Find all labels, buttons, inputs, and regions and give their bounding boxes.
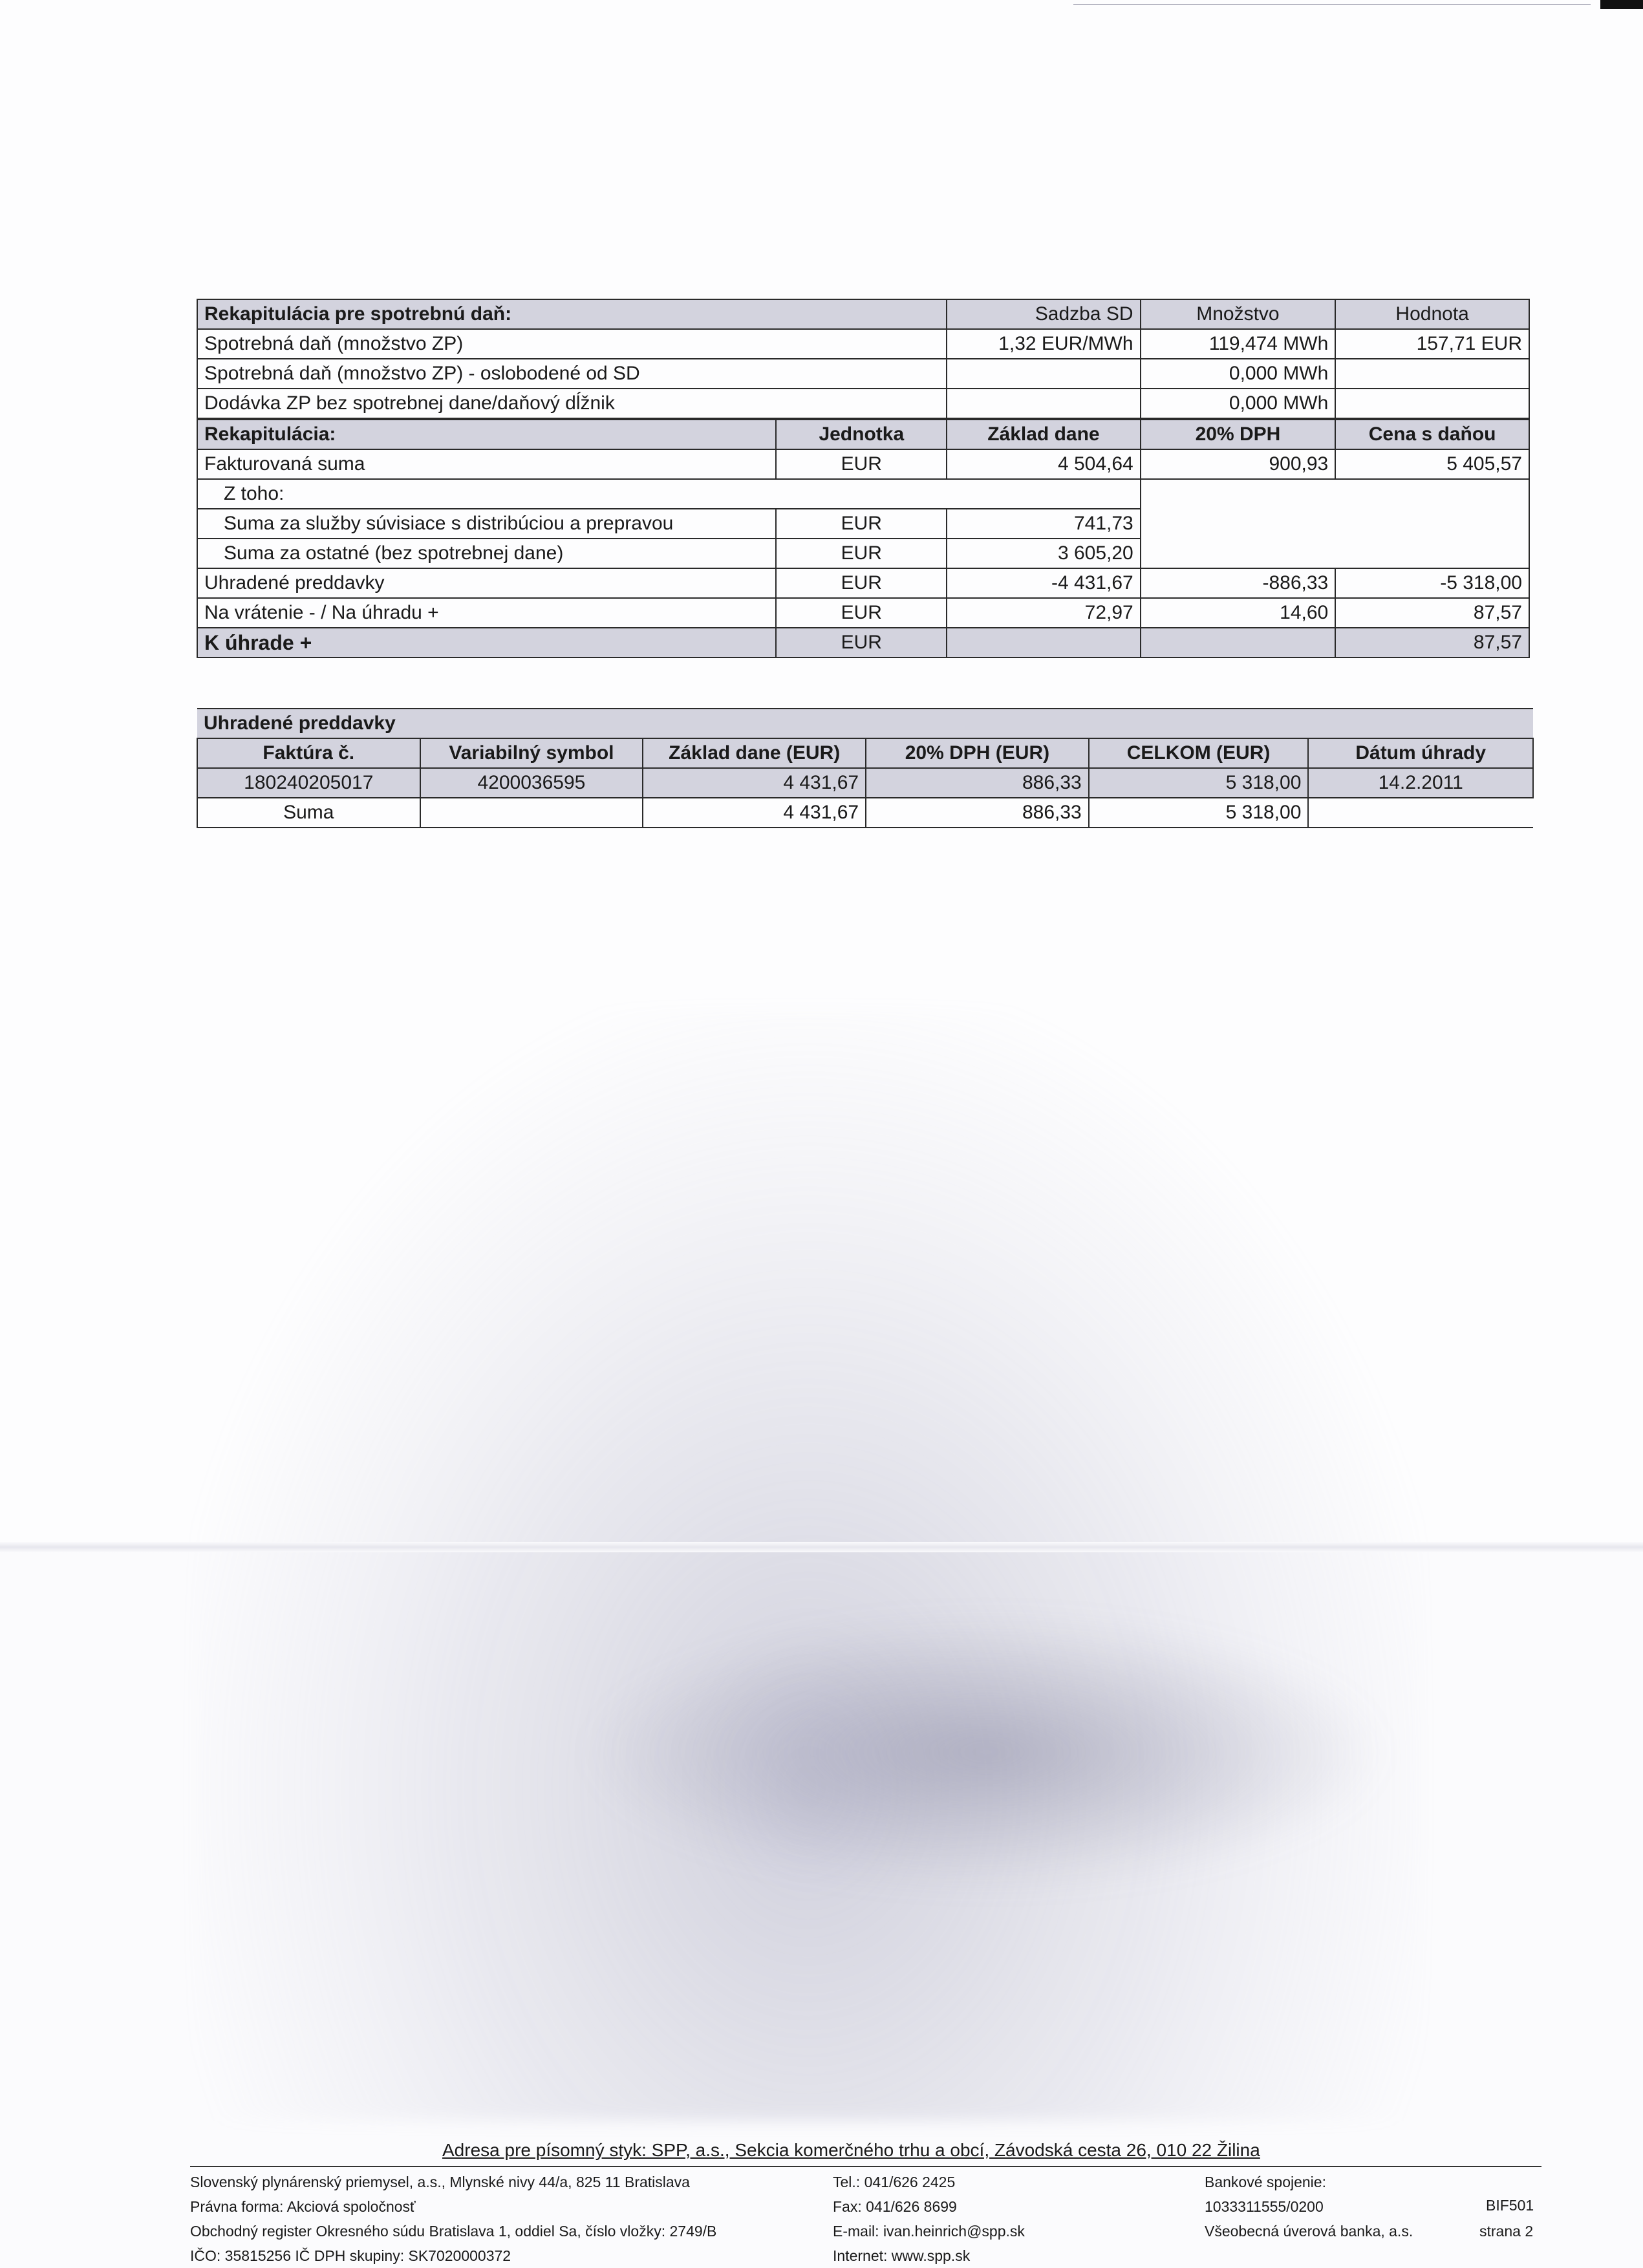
cell-quantity: 0,000 MWh [1141, 389, 1336, 418]
cell-vat: 900,93 [1141, 449, 1335, 479]
cell-unit: EUR [776, 539, 947, 568]
col-header-vat: 20% DPH [1141, 420, 1335, 449]
footer-divider [190, 2166, 1541, 2167]
cell-quantity: 0,000 MWh [1141, 359, 1336, 389]
empty-cell [1141, 628, 1335, 658]
cell-base: 741,73 [947, 509, 1141, 539]
col-header-payment-date: Dátum úhrady [1308, 738, 1533, 768]
cell-value [1335, 359, 1529, 389]
col-header-value: Hodnota [1335, 299, 1529, 329]
cell-total: 5 318,00 [1089, 768, 1309, 798]
cell-rate: 1,32 EUR/MWh [947, 329, 1141, 359]
table-row [197, 329, 1529, 359]
cell-quantity: 119,474 MWh [1141, 329, 1336, 359]
of-which-label: Z toho: [197, 479, 1141, 509]
table-row [197, 389, 1529, 418]
scan-edge-line [1073, 4, 1591, 5]
empty-cell [1335, 479, 1529, 568]
col-header-unit: Jednotka [776, 420, 947, 449]
cell-vat: 886,33 [866, 768, 1089, 798]
col-header-vat: 20% DPH (EUR) [866, 738, 1089, 768]
table-row [197, 449, 1529, 479]
cell-unit: EUR [776, 449, 947, 479]
empty-cell [947, 628, 1141, 658]
col-header-rate: Sadzba SD [947, 299, 1141, 329]
company-info [190, 2170, 716, 2268]
cell-payment-date: 14.2.2011 [1308, 768, 1533, 798]
prepayments-title: Uhradené preddavky [197, 709, 1533, 738]
bleed-through-shadow [194, 1009, 1423, 2121]
cell-base: 3 605,20 [947, 539, 1141, 568]
col-header-quantity: Množstvo [1141, 299, 1336, 329]
sum-row [197, 798, 1533, 828]
cell-base: -4 431,67 [947, 568, 1141, 598]
sum-label: Suma [197, 798, 420, 828]
col-header-base: Základ dane [947, 420, 1141, 449]
cell-vat: 14,60 [1141, 598, 1335, 628]
paper-fold [0, 1542, 1643, 1552]
cell-unit: EUR [776, 509, 947, 539]
bleed-through-shadow-dark [582, 1616, 1390, 1888]
company-name: Slovenský plynárenský priemysel, a.s., Mlynské nivy 44/a, 825 11 Bratislava [190, 2174, 690, 2190]
amount-due-label: K úhrade + [197, 628, 776, 658]
email-link: E-mail: ivan.heinrich@spp.sk [833, 2223, 1025, 2240]
cell-unit: EUR [776, 628, 947, 658]
company-ids: IČO: 35815256 IČ DPH skupiny: SK7020000372 [190, 2247, 511, 2264]
prepayments-table [197, 708, 1534, 828]
cell-total: -5 318,00 [1335, 568, 1529, 598]
correspondence-address: Adresa pre písomný styk: SPP, a.s., Sekcia komerčného trhu a obcí, Závodská cesta 26, 010 22 Žilina [442, 2140, 1260, 2160]
cell-base: 4 504,64 [947, 449, 1141, 479]
empty-cell [1308, 798, 1533, 828]
col-header-base: Základ dane (EUR) [643, 738, 866, 768]
excise-tax-table [197, 299, 1530, 419]
bank-info [1205, 2170, 1413, 2243]
amount-due-total: 87,57 [1335, 628, 1529, 658]
cell-rate [947, 359, 1141, 389]
contact-info [833, 2170, 1025, 2268]
row-label: Na vrátenie - / Na úhradu + [197, 598, 776, 628]
row-label: Spotrebná daň (množstvo ZP) - oslobodené od SD [197, 359, 947, 389]
table-row [197, 359, 1529, 389]
recap-table [197, 419, 1530, 658]
table-row [197, 768, 1533, 798]
cell-variable-symbol: 4200036595 [420, 768, 643, 798]
row-label: Spotrebná daň (množstvo ZP) [197, 329, 947, 359]
cell-unit: EUR [776, 568, 947, 598]
table-row [197, 598, 1529, 628]
excise-table-title: Rekapitulácia pre spotrebnú daň: [197, 299, 947, 329]
form-code: BIF501 [1486, 2197, 1534, 2214]
amount-due-row [197, 628, 1529, 658]
cell-value: 157,71 EUR [1335, 329, 1529, 359]
cell-base: 4 431,67 [643, 798, 866, 828]
empty-cell [1141, 479, 1335, 568]
row-label: Dodávka ZP bez spotrebnej dane/daňový dĺžnik [197, 389, 947, 418]
cell-value [1335, 389, 1529, 418]
row-label: Fakturovaná suma [197, 449, 776, 479]
bank-name: Všeobecná úverová banka, a.s. [1205, 2223, 1413, 2240]
bank-title: Bankové spojenie: [1205, 2174, 1326, 2190]
company-register: Obchodný register Okresného súdu Bratislava 1, oddiel Sa, číslo vložky: 2749/B [190, 2223, 717, 2240]
cell-total: 5 405,57 [1335, 449, 1529, 479]
row-label: Suma za služby súvisiace s distribúciou a prepravou [197, 509, 776, 539]
cell-rate [947, 389, 1141, 418]
col-header-total: CELKOM (EUR) [1089, 738, 1309, 768]
row-label: Uhradené preddavky [197, 568, 776, 598]
recap-table-title: Rekapitulácia: [197, 420, 776, 449]
cell-base: 4 431,67 [643, 768, 866, 798]
table-row [197, 479, 1529, 509]
page-number: strana 2 [1479, 2223, 1534, 2240]
col-header-total: Cena s daňou [1335, 420, 1529, 449]
cell-vat: -886,33 [1141, 568, 1335, 598]
col-header-invoice: Faktúra č. [197, 738, 420, 768]
phone: Tel.: 041/626 2425 [833, 2174, 956, 2190]
cell-base: 72,97 [947, 598, 1141, 628]
cell-unit: EUR [776, 598, 947, 628]
cell-total: 5 318,00 [1089, 798, 1309, 828]
fax: Fax: 041/626 8699 [833, 2198, 957, 2215]
table-row [197, 568, 1529, 598]
cell-vat: 886,33 [866, 798, 1089, 828]
legal-form: Právna forma: Akciová spoločnosť [190, 2198, 416, 2215]
col-header-variable-symbol: Variabilný symbol [420, 738, 643, 768]
website-link: Internet: www.spp.sk [833, 2247, 971, 2264]
bank-account: 1033311555/0200 [1205, 2198, 1324, 2215]
cell-invoice: 180240205017 [197, 768, 420, 798]
empty-cell [420, 798, 643, 828]
cell-total: 87,57 [1335, 598, 1529, 628]
row-label: Suma za ostatné (bez spotrebnej dane) [197, 539, 776, 568]
scan-corner-mark [1600, 0, 1643, 9]
